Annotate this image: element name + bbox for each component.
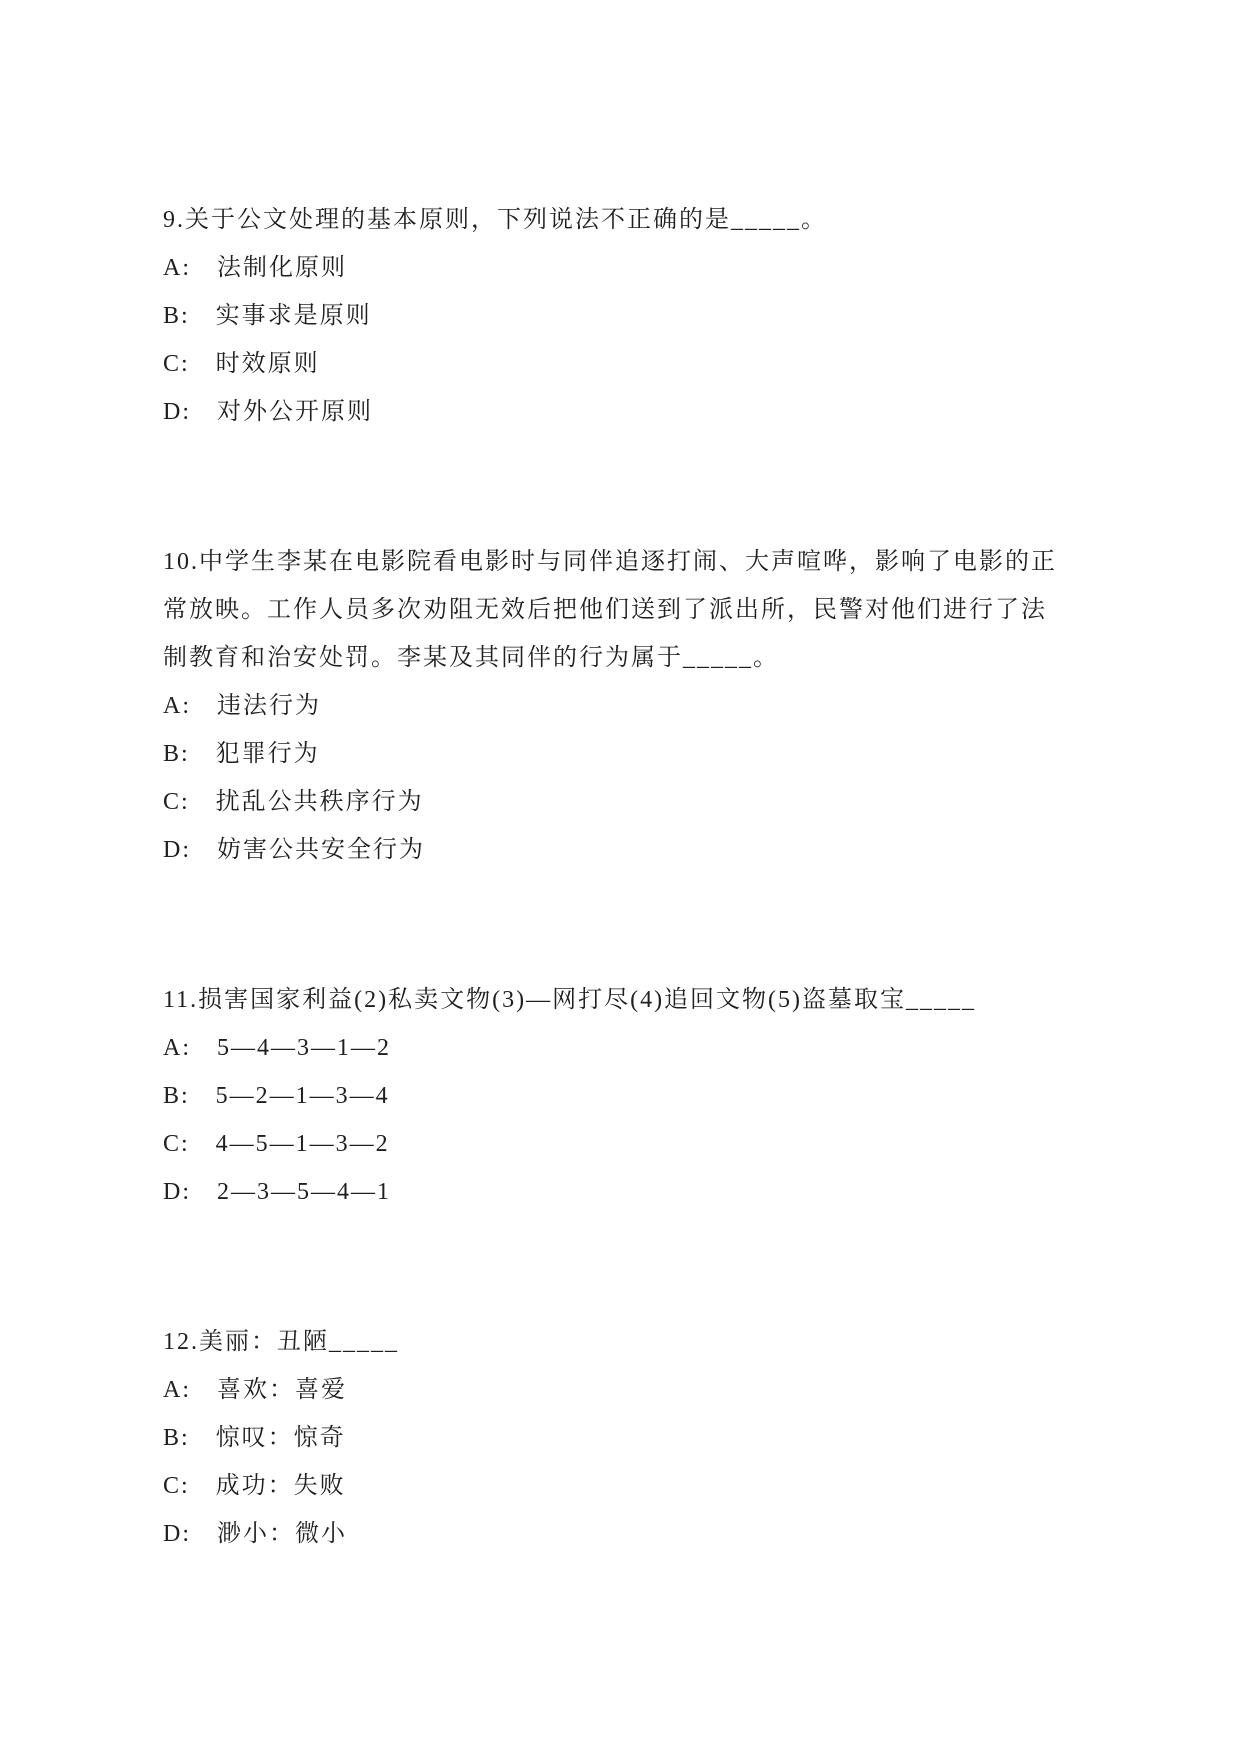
question-10-option-d: D: 妨害公共安全行为: [163, 837, 425, 863]
question-11-option-a: A: 5—4—3—1—2: [163, 1035, 391, 1061]
question-11-option-b: B: 5—2—1—3—4: [163, 1083, 390, 1109]
question-12-option-b: B: 惊叹：惊奇: [163, 1425, 346, 1451]
question-9-option-c: C: 时效原则: [163, 351, 320, 377]
question-12-option-d: D: 渺小：微小: [163, 1521, 347, 1547]
question-10-option-c: C: 扰乱公共秩序行为: [163, 789, 424, 815]
question-12-option-c: C: 成功：失败: [163, 1473, 346, 1499]
question-9-stem: 9.关于公文处理的基本原则，下列说法不正确的是_____。: [163, 207, 827, 233]
question-10-option-a: A: 违法行为: [163, 693, 321, 719]
question-block-12: [163, 1318, 1090, 1558]
question-block-10: [163, 538, 1090, 874]
question-10-stem-line-3: 制教育和治安处罚。李某及其同伴的行为属于_____。: [163, 645, 779, 671]
question-10-stem-line-2: 常放映。工作人员多次劝阻无效后把他们送到了派出所，民警对他们进行了法: [163, 597, 1047, 623]
question-10-option-b: B: 犯罪行为: [163, 741, 320, 767]
question-9-option-a: A: 法制化原则: [163, 255, 347, 281]
question-11-stem: 11.损害国家利益(2)私卖文物(3)—网打尽(4)追回文物(5)盗墓取宝_____: [163, 987, 977, 1013]
question-9-option-d: D: 对外公开原则: [163, 399, 373, 425]
question-9-option-b: B: 实事求是原则: [163, 303, 372, 329]
question-12-stem: 12.美丽：丑陋_____: [163, 1329, 399, 1355]
question-11-option-d: D: 2—3—5—4—1: [163, 1179, 391, 1205]
question-block-11: [163, 976, 1090, 1216]
question-10-stem-line-1: 10.中学生李某在电影院看电影时与同伴追逐打闹、大声喧哗，影响了电影的正: [163, 549, 1057, 575]
question-block-9: [163, 196, 1090, 436]
question-12-option-a: A: 喜欢：喜爱: [163, 1377, 347, 1403]
question-11-option-c: C: 4—5—1—3—2: [163, 1131, 390, 1157]
